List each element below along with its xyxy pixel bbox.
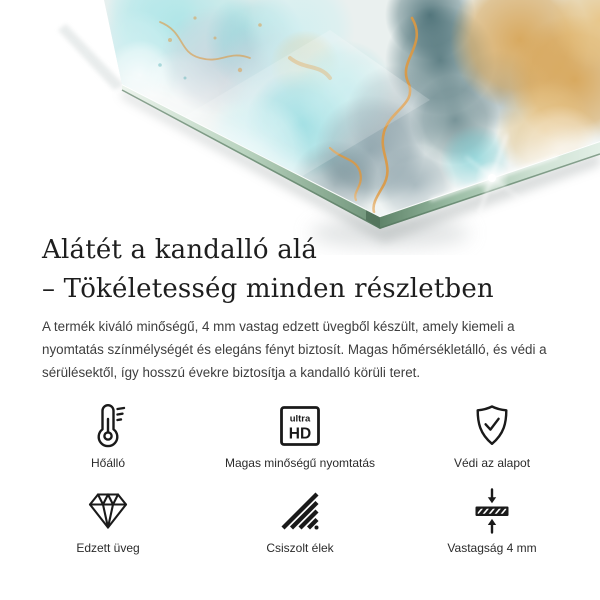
feature-label: Hőálló <box>90 456 126 470</box>
thickness-icon <box>468 487 516 535</box>
product-description: A termék kiváló minőségű, 4 mm vastag edzett üvegből készült, amely kiemeli a nyomtatás színmélységét és elegáns fényt biztosít. Magas hőmérsékletálló, és védi a sérülésektől, így hosszú évekre biztosítja a kandalló körüli teret. <box>42 319 547 381</box>
page-title <box>42 231 562 308</box>
feature-tempered-glass <box>12 487 204 556</box>
diamond-icon <box>84 487 132 535</box>
page-title-line2: – Tökéletesség minden részletben <box>42 273 494 304</box>
page-title-line1: Alátét a kandalló alá <box>42 235 318 265</box>
feature-label: Edzett üveg <box>76 541 140 555</box>
polished-edges-icon <box>276 487 324 535</box>
feature-print-quality <box>204 402 396 471</box>
thermometer-icon <box>84 402 132 450</box>
product-photo <box>0 0 600 255</box>
feature-label: Csiszolt élek <box>266 541 334 555</box>
svg-text:ultra: ultra <box>289 413 311 425</box>
glass-surface-artwork <box>0 0 600 255</box>
svg-text:HD: HD <box>288 425 312 443</box>
product-description-section <box>42 231 562 385</box>
shield-check-icon <box>468 402 516 450</box>
feature-thickness <box>396 487 588 556</box>
feature-heat-resistant <box>12 402 204 471</box>
features-grid <box>12 402 588 556</box>
feature-label: Védi az alapot <box>453 456 531 470</box>
feature-label: Vastagság 4 mm <box>447 541 537 555</box>
feature-label: Magas minőségű nyomtatás <box>224 456 376 470</box>
ultra-hd-icon <box>276 402 324 450</box>
feature-base-protection <box>396 402 588 471</box>
feature-polished-edges <box>204 487 396 556</box>
